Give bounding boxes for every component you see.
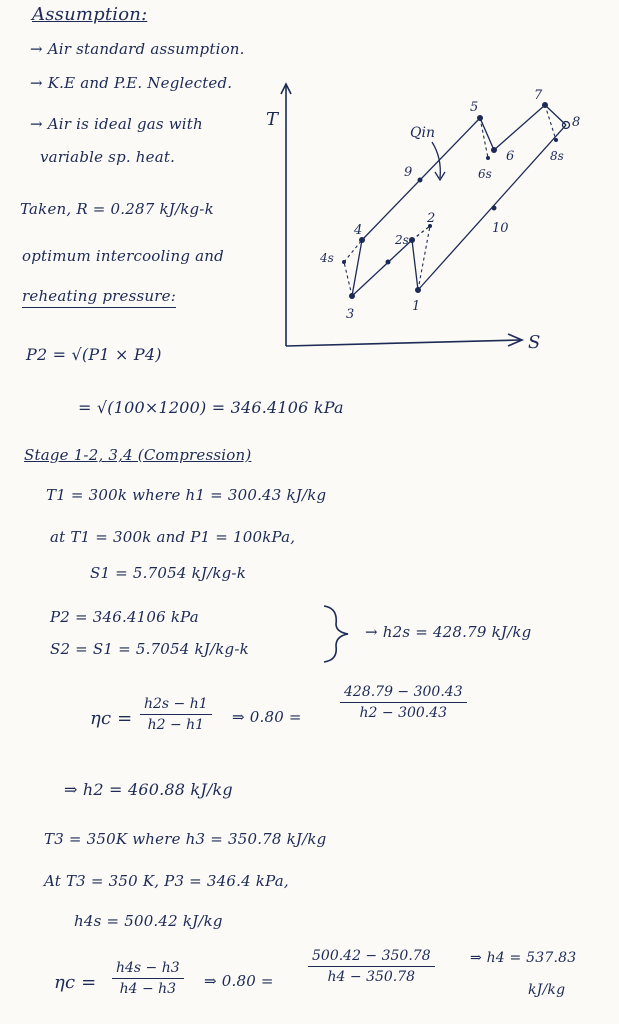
p2-state: P2 = 346.4106 kPa — [50, 608, 199, 626]
dashed-1-2s — [418, 226, 430, 290]
eff2-numerator: h4s − h3 — [112, 960, 184, 979]
t3-line: T3 = 350K where h3 = 350.78 kJ/kg — [44, 830, 327, 848]
h4-result: ⇒ h4 = 537.83 — [470, 950, 577, 966]
qin-label: Qin — [410, 125, 435, 141]
eff1-numerator: h2s − h1 — [140, 696, 212, 715]
point-6s-label: 6s — [478, 167, 492, 181]
stage-heading: Stage 1-2, 3,4 (Compression) — [24, 446, 252, 464]
expansion-7-8 — [545, 105, 566, 125]
eff1-fraction — [140, 696, 212, 733]
point-5-label: 5 — [470, 100, 479, 115]
ts-diagram — [0, 0, 619, 360]
eff2-denominator-2: h4 − 350.78 — [327, 969, 416, 985]
gas-constant: Taken, R = 0.287 kJ/kg-k — [20, 200, 214, 218]
h2-result: ⇒ h2 = 460.88 kJ/kg — [64, 780, 233, 799]
point-6-label: 6 — [506, 149, 515, 164]
h4s-line: h4s = 500.42 kJ/kg — [74, 912, 223, 930]
eff2-arrow: ⇒ 0.80 = — [204, 972, 274, 990]
point-7-label: 7 — [534, 88, 543, 103]
point-10-label: 10 — [492, 221, 509, 236]
eff1-denominator-2: h2 − 300.43 — [359, 705, 448, 721]
p2-value: = √(100×1200) = 346.4106 kPa — [78, 398, 344, 417]
point-4-label: 4 — [354, 223, 363, 238]
h2s-result: → h2s = 428.79 kJ/kg — [365, 623, 532, 641]
s-axis-label: S — [528, 332, 541, 353]
s1-line: S1 = 5.7054 kJ/kg-k — [90, 564, 246, 582]
qin-arrow — [432, 142, 440, 178]
point-9-label: 9 — [404, 165, 413, 180]
eff1-arrow: ⇒ 0.80 = — [232, 708, 302, 726]
eff2-denominator: h4 − h3 — [119, 981, 177, 997]
assumption-2: → K.E and P.E. Neglected. — [30, 74, 233, 92]
dashed-3-4s — [344, 262, 352, 296]
state-brace — [318, 604, 360, 664]
s2-state: S2 = S1 = 5.7054 kJ/kg-k — [50, 640, 249, 658]
pressure-heading-2: reheating pressure: — [22, 287, 176, 308]
dashed-5-6s — [480, 118, 488, 158]
at-t3-line: At T3 = 350 K, P3 = 346.4 kPa, — [44, 872, 289, 890]
point-8-label: 8 — [572, 115, 581, 130]
compression-1-2 — [412, 240, 418, 290]
point-1-label: 1 — [412, 299, 421, 314]
high-pressure-line-b — [494, 105, 545, 150]
p2-formula: P2 = √(P1 × P4) — [26, 345, 162, 364]
assumption-4: variable sp. heat. — [40, 148, 176, 166]
point-2s-label: 2s — [395, 233, 409, 247]
point-2-label: 2 — [427, 211, 436, 226]
eff1-lhs: ηc = — [90, 708, 133, 729]
point-3-label: 3 — [346, 307, 355, 322]
assumption-1: → Air standard assumption. — [30, 40, 245, 58]
at-t1-line: at T1 = 300k and P1 = 100kPa, — [50, 528, 296, 546]
pressure-heading-1: optimum intercooling and — [22, 247, 224, 265]
point-4s-label: 4s — [320, 251, 334, 265]
eff2-fraction-2 — [308, 948, 435, 985]
expansion-5-6 — [480, 118, 494, 150]
eff1-fraction-2 — [340, 684, 467, 721]
isentropic-1-2s — [412, 226, 430, 240]
h4-result-unit: kJ/kg — [528, 982, 566, 998]
assumption-3: → Air is ideal gas with — [30, 115, 203, 133]
eff2-fraction — [112, 960, 184, 997]
point-8s-label: 8s — [550, 149, 564, 163]
eff1-denominator: h2 − h1 — [147, 717, 205, 733]
eff2-lhs: ηc = — [54, 972, 97, 993]
eff1-numerator-2: 428.79 − 300.43 — [340, 684, 467, 703]
assumption-title: Assumption: — [32, 4, 148, 25]
t1-line: T1 = 300k where h1 = 300.43 kJ/kg — [46, 486, 327, 504]
s-axis — [286, 340, 520, 346]
t-axis-label: T — [266, 109, 279, 130]
eff2-numerator-2: 500.42 − 350.78 — [308, 948, 435, 967]
